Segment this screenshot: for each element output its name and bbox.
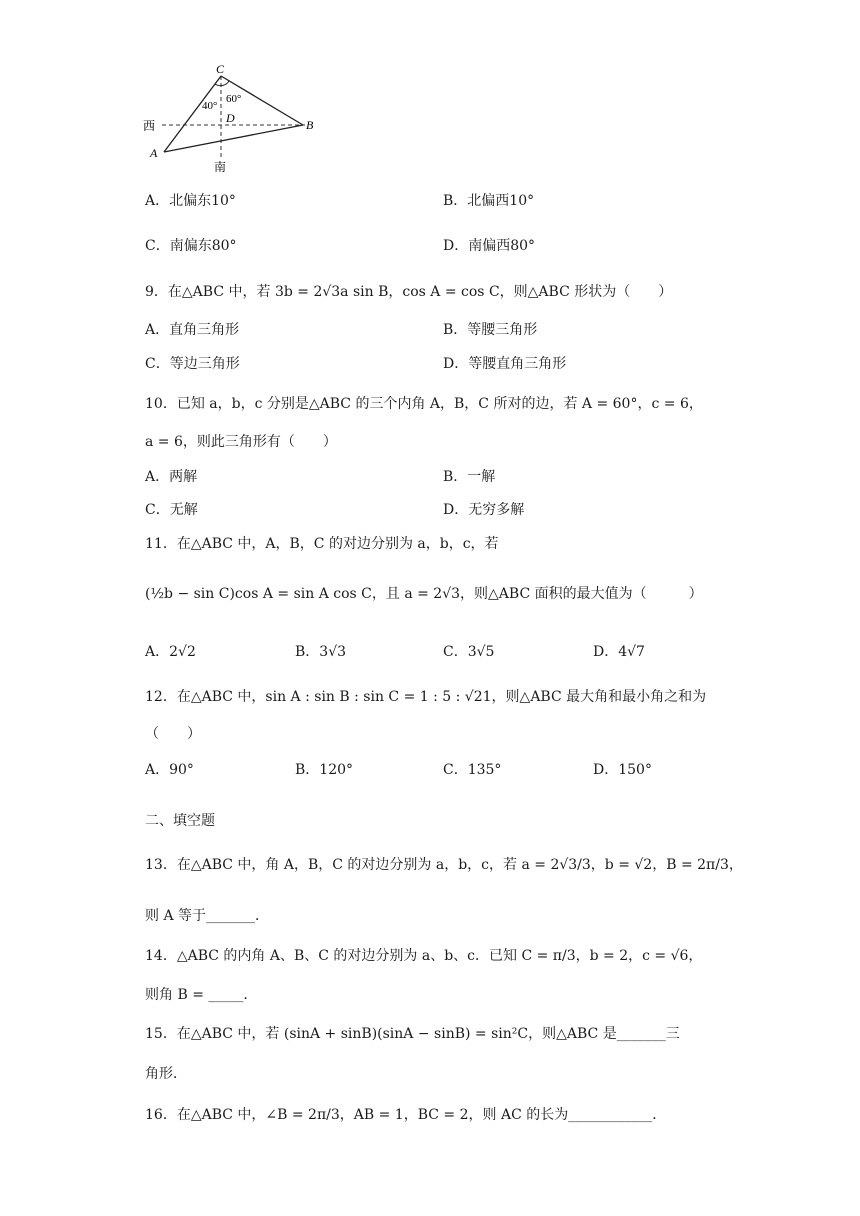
- label-west: 西: [143, 119, 156, 133]
- q8-option-c: C．南偏东80°: [145, 238, 237, 254]
- q12-stem-line1: 12．在△ABC 中，sin A : sin B : sin C = 1 : 5 : √21，则△ABC 最大角和最小角之和为: [145, 689, 707, 705]
- q10-stem-line2: a = 6，则此三角形有（ ）: [145, 434, 337, 450]
- label-D: D: [226, 111, 235, 125]
- q10-option-b: B．一解: [443, 469, 496, 485]
- q12-option-c: C．135°: [443, 762, 502, 778]
- side-AB: [164, 125, 303, 152]
- label-C: C: [216, 62, 225, 76]
- side-CA: [164, 76, 221, 152]
- q9-option-b: B．等腰三角形: [443, 322, 538, 338]
- angle-40-label: 40°: [202, 100, 218, 112]
- q12-stem-line2: （ ）: [145, 726, 201, 742]
- q11-stem-line1: 11．在△ABC 中，A，B，C 的对边分别为 a，b，c，若: [145, 536, 499, 552]
- q8-option-d: D．南偏西80°: [443, 238, 536, 254]
- q13-stem-line1: 13．在△ABC 中，角 A，B，C 的对边分别为 a，b，c，若 a = 2√3/3，b = √2，B = 2π/3，: [145, 857, 743, 873]
- q9-option-a: A．直角三角形: [145, 322, 240, 338]
- q8-option-b: B．北偏西10°: [443, 193, 535, 209]
- q12-option-a: A．90°: [145, 762, 194, 778]
- q8-option-a: A．北偏东10°: [145, 193, 236, 209]
- q9-stem: 9．在△ABC 中，若 3b = 2√3a sin B，cos A = cos C，则△ABC 形状为（ ）: [145, 284, 673, 300]
- triangle-figure: [140, 62, 340, 177]
- q10-option-c: C．无解: [145, 502, 198, 518]
- q16-stem-line1: 16．在△ABC 中，∠B = 2π/3，AB = 1，BC = 2，则 AC 的长为____________．: [145, 1107, 667, 1123]
- q11-option-c: C．3√5: [443, 644, 495, 660]
- label-south: 南: [214, 160, 227, 174]
- label-B: B: [306, 118, 314, 132]
- label-A: A: [150, 146, 158, 160]
- angle-60-label: 60°: [226, 93, 242, 105]
- section-heading: 二、填空题: [145, 813, 215, 829]
- q11-stem-line2: (½b − sin C)cos A = sin A cos C，且 a = 2√3，则△ABC 面积的最大值为（ ）: [145, 586, 703, 602]
- q14-stem-line2: 则角 B = _____．: [145, 987, 258, 1003]
- q11-option-b: B．3√3: [295, 644, 347, 660]
- q15-stem-line2: 角形．: [145, 1066, 187, 1082]
- q10-option-a: A．两解: [145, 469, 198, 485]
- q12-option-d: D．150°: [593, 762, 652, 778]
- q15-stem-line1: 15．在△ABC 中，若 (sinA + sinB)(sinA − sinB) = sin²C，则△ABC 是_______三: [145, 1026, 680, 1042]
- q9-option-d: D．等腰直角三角形: [443, 356, 567, 372]
- q13-stem-line2: 则 A 等于_______．: [145, 908, 270, 924]
- q11-option-d: D．4√7: [593, 644, 645, 660]
- q11-option-a: A．2√2: [145, 644, 196, 660]
- q9-option-c: C．等边三角形: [145, 356, 240, 372]
- q14-stem-line1: 14．△ABC 的内角 A、B、C 的对边分别为 a、b、c．已知 C = π/3，b = 2，c = √6，: [145, 948, 703, 964]
- q12-option-b: B．120°: [295, 762, 354, 778]
- q10-option-d: D．无穷多解: [443, 502, 525, 518]
- q10-stem-line1: 10．已知 a，b，c 分别是△ABC 的三个内角 A，B，C 所对的边，若 A = 60°，c = 6，: [145, 396, 703, 412]
